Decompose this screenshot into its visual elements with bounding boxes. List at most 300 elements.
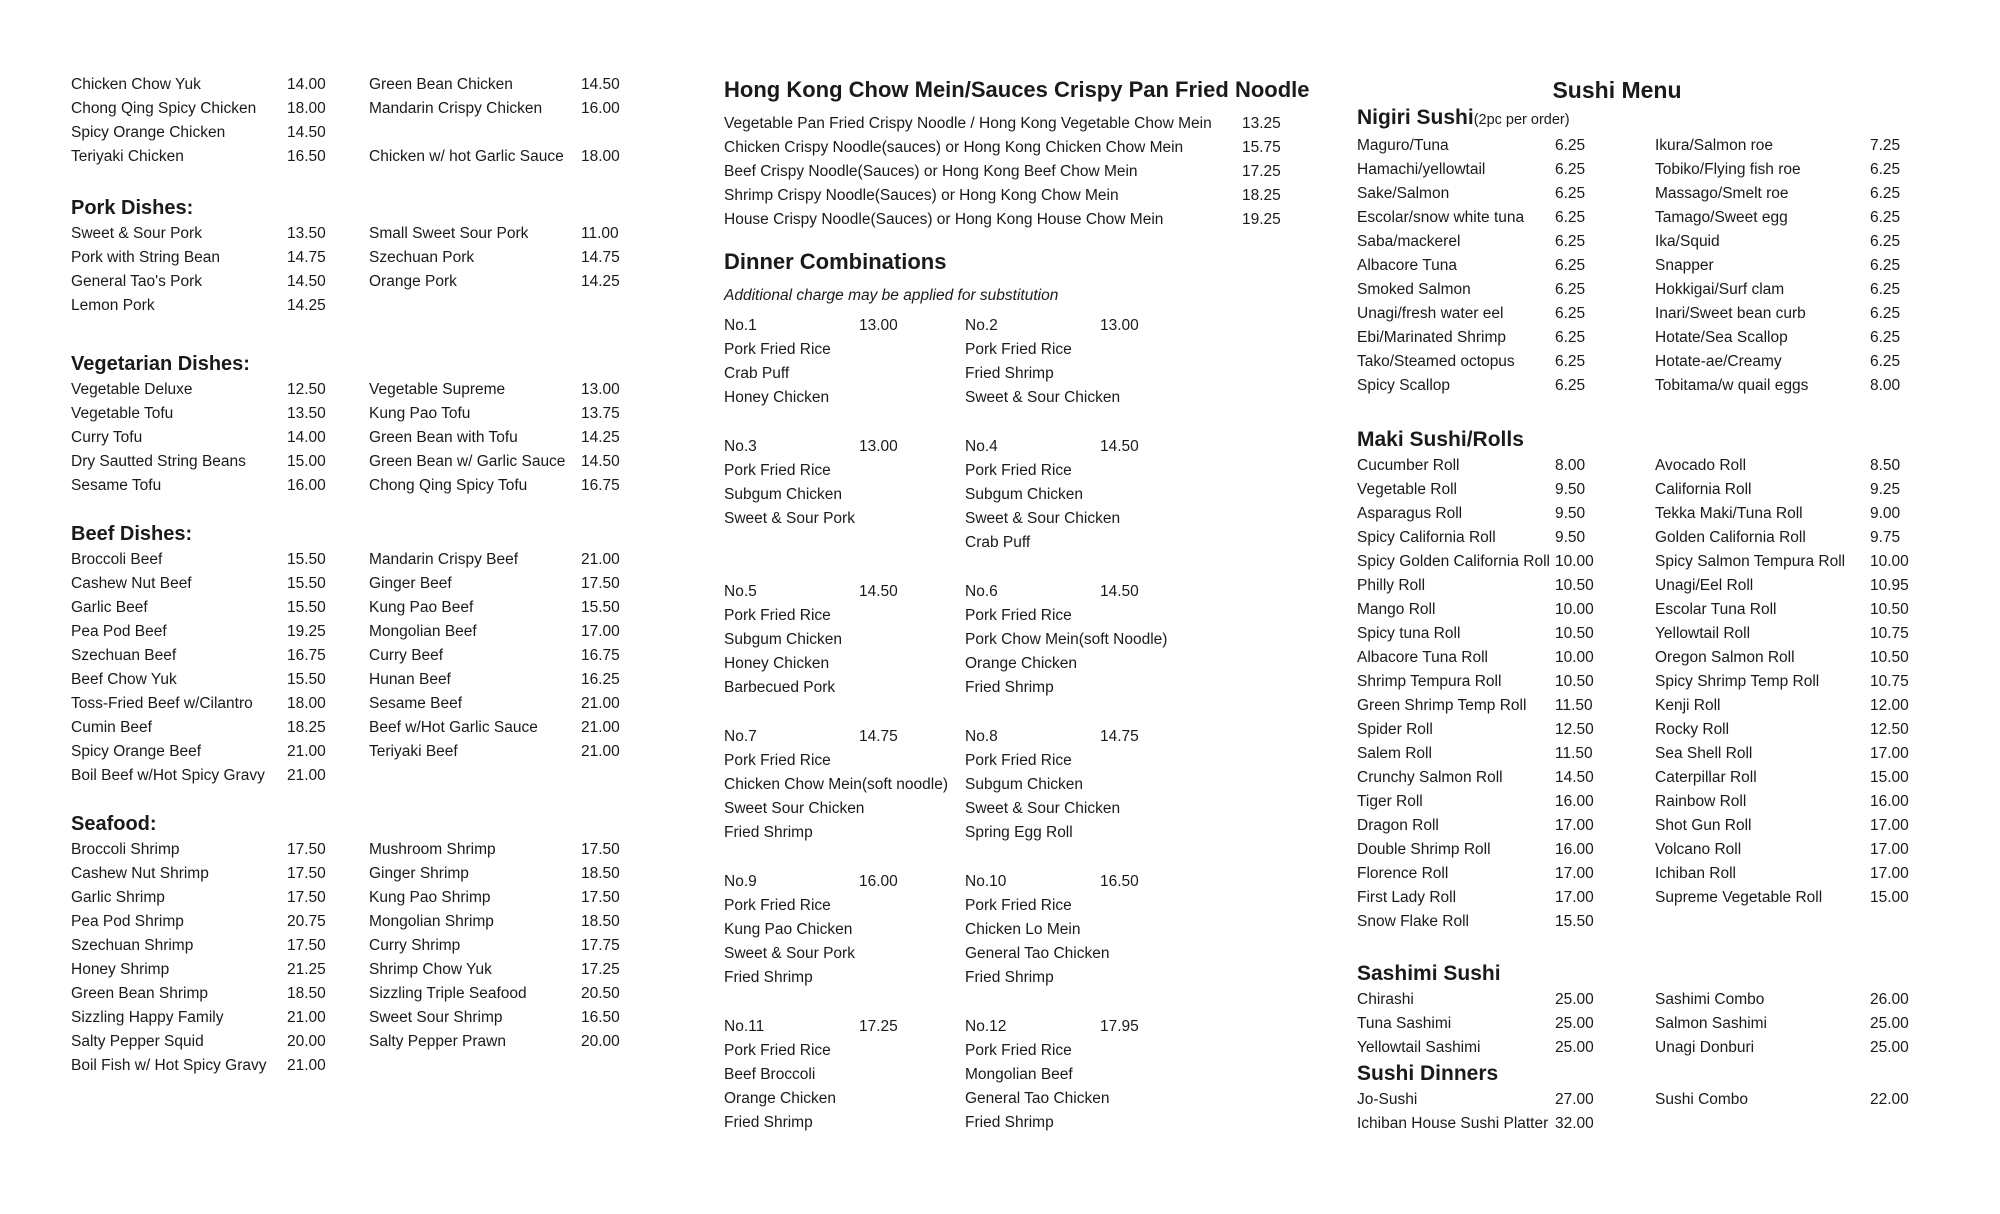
menu-item-price: 9.25 xyxy=(1870,481,1901,498)
menu-item-name: Boil Beef w/Hot Spicy Gravy xyxy=(71,767,265,784)
menu-item-price: 6.25 xyxy=(1870,353,1901,370)
menu-item-name: Kenji Roll xyxy=(1655,697,1721,714)
menu-item-name: Cashew Nut Shrimp xyxy=(71,865,209,882)
menu-item-price: 10.00 xyxy=(1870,553,1909,570)
menu-item-name: Spicy tuna Roll xyxy=(1357,625,1461,642)
menu-item-name xyxy=(369,294,581,318)
combo-dish: Barbecued Pork xyxy=(724,679,836,696)
combo-header xyxy=(965,580,1284,604)
menu-item-name: Ikura/Salmon roe xyxy=(1655,137,1774,154)
combo-number: No.8 xyxy=(965,728,998,745)
menu-row xyxy=(71,596,627,620)
menu-item-name: Inari/Sweet bean curb xyxy=(1655,305,1806,322)
menu-item-name: Massago/Smelt roe xyxy=(1655,185,1789,202)
menu-item-price: 9.50 xyxy=(1555,481,1586,498)
menu-item-price: 17.50 xyxy=(287,937,326,954)
menu-item-price: 14.50 xyxy=(581,76,620,93)
menu-item-price: 6.25 xyxy=(1870,209,1901,226)
menu-row xyxy=(1357,302,1920,326)
menu-row xyxy=(71,838,627,862)
menu-item-name: Rainbow Roll xyxy=(1655,793,1747,810)
menu-item-name: Kung Pao Beef xyxy=(369,599,474,616)
menu-item-name: Sesame Beef xyxy=(369,695,463,712)
noodle-item-name: Vegetable Pan Fried Crispy Noodle / Hong Kong Vegetable Chow Mein xyxy=(724,115,1212,132)
menu-item-name: Green Bean with Tofu xyxy=(369,429,518,446)
noodle-item-price: 18.25 xyxy=(1242,187,1281,204)
menu-row xyxy=(71,572,627,596)
combo-price: 17.25 xyxy=(859,1018,898,1035)
menu-item-name: Tekka Maki/Tuna Roll xyxy=(1655,505,1803,522)
menu-item-price: 25.00 xyxy=(1555,1015,1594,1032)
menu-item-name: Shrimp Tempura Roll xyxy=(1357,673,1502,690)
noodle-item-name: Chicken Crispy Noodle(sauces) or Hong Kong Chicken Chow Mein xyxy=(724,139,1184,156)
menu-item-name: Honey Shrimp xyxy=(71,961,170,978)
menu-item-price: 20.75 xyxy=(287,913,326,930)
menu-item-name: Mongolian Beef xyxy=(369,623,477,640)
menu-item-price: 18.25 xyxy=(287,719,326,736)
sashimi-section-title: Sashimi Sushi xyxy=(1357,962,1501,985)
menu-item-name: Saba/mackerel xyxy=(1357,233,1461,250)
combo-dish: Pork Fried Rice xyxy=(724,607,831,624)
menu-item-name: First Lady Roll xyxy=(1357,889,1457,906)
menu-item-price xyxy=(581,294,627,318)
combo-header xyxy=(724,1015,965,1039)
menu-item-price: 20.00 xyxy=(287,1033,326,1050)
combo-dish: Beef Broccoli xyxy=(724,1066,816,1083)
menu-item-price: 17.50 xyxy=(581,889,620,906)
menu-item-price: 10.95 xyxy=(1870,577,1909,594)
menu-item-price: 17.00 xyxy=(1555,865,1594,882)
menu-item-name: Ichiban House Sushi Platter xyxy=(1357,1115,1549,1132)
menu-item-price: 17.00 xyxy=(1870,865,1909,882)
combo-number: No.7 xyxy=(724,728,757,745)
combo-cell xyxy=(965,435,1284,555)
menu-row xyxy=(1357,326,1920,350)
menu-item-name: Spicy Scallop xyxy=(1357,377,1451,394)
noodle-item-price: 13.25 xyxy=(1242,115,1281,132)
menu-row xyxy=(1357,910,1920,934)
menu-item-price: 9.50 xyxy=(1555,529,1586,546)
combo-dish: Pork Fried Rice xyxy=(724,462,831,479)
menu-row xyxy=(1357,478,1920,502)
menu-item-price xyxy=(1870,1112,1920,1136)
menu-item-name: Tuna Sashimi xyxy=(1357,1015,1452,1032)
combo-dish: Fried Shrimp xyxy=(965,365,1054,382)
sashimi-list xyxy=(1357,988,1920,1060)
menu-row xyxy=(1357,230,1920,254)
combo-cell xyxy=(724,1015,965,1135)
menu-row xyxy=(1357,158,1920,182)
combo-cell xyxy=(965,1015,1284,1135)
menu-item-price: 16.00 xyxy=(1555,841,1594,858)
menu-item-price: 10.00 xyxy=(1555,601,1594,618)
menu-row xyxy=(71,668,627,692)
menu-row xyxy=(71,982,627,1006)
nigiri-portion-note: (2pc per order) xyxy=(1473,112,1570,128)
menu-item-price: 18.50 xyxy=(287,985,326,1002)
noodle-item-name: Shrimp Crispy Noodle(Sauces) or Hong Kong Chow Mein xyxy=(724,187,1119,204)
menu-row xyxy=(71,910,627,934)
menu-item-name: Mongolian Shrimp xyxy=(369,913,494,930)
menu-row xyxy=(1357,1088,1920,1112)
menu-row xyxy=(1357,694,1920,718)
menu-item-price: 15.50 xyxy=(287,599,326,616)
combo-dish: Pork Fried Rice xyxy=(965,1042,1072,1059)
menu-item-price: 14.75 xyxy=(581,249,620,266)
menu-row xyxy=(1357,838,1920,862)
menu-row xyxy=(71,740,627,764)
menu-item-price: 15.50 xyxy=(1555,913,1594,930)
combo-number: No.10 xyxy=(965,873,1007,890)
menu-item-name: Curry Beef xyxy=(369,647,444,664)
menu-item-price: 6.25 xyxy=(1870,161,1901,178)
menu-row xyxy=(71,692,627,716)
menu-item-name: Golden California Roll xyxy=(1655,529,1806,546)
menu-item-name: Szechuan Pork xyxy=(369,249,475,266)
menu-item-price: 6.25 xyxy=(1555,137,1586,154)
menu-item-name: Chirashi xyxy=(1357,991,1414,1008)
menu-item-name: Orange Pork xyxy=(369,273,457,290)
menu-item-name: Ginger Shrimp xyxy=(369,865,469,882)
menu-item-price xyxy=(581,121,627,145)
menu-item-price: 16.00 xyxy=(1870,793,1909,810)
menu-row xyxy=(71,145,627,169)
sushi-dinners-list xyxy=(1357,1088,1920,1136)
menu-item-price: 17.00 xyxy=(1870,745,1909,762)
combo-dish: Fried Shrimp xyxy=(965,1114,1054,1131)
menu-item-name: Yellowtail Roll xyxy=(1655,625,1751,642)
menu-item-price: 15.00 xyxy=(287,453,326,470)
menu-item-name: General Tao's Pork xyxy=(71,273,203,290)
menu-row xyxy=(1357,1036,1920,1060)
combo-header xyxy=(724,725,965,749)
menu-item-price: 6.25 xyxy=(1870,281,1901,298)
menu-item-name: Oregon Salmon Roll xyxy=(1655,649,1795,666)
menu-row xyxy=(71,958,627,982)
menu-item-price: 14.25 xyxy=(581,429,620,446)
dinner-combinations-title: Dinner Combinations xyxy=(724,249,947,274)
noodle-section-title: Hong Kong Chow Mein/Sauces Crispy Pan Fried Noodle xyxy=(724,77,1310,102)
menu-item-name: Sea Shell Roll xyxy=(1655,745,1753,762)
menu-item-name: Sesame Tofu xyxy=(71,477,162,494)
menu-item-price: 17.00 xyxy=(1555,817,1594,834)
combo-number: No.2 xyxy=(965,317,998,334)
combo-dish: Pork Fried Rice xyxy=(724,897,831,914)
menu-item-price: 32.00 xyxy=(1555,1115,1594,1132)
menu-item-name: Spicy Shrimp Temp Roll xyxy=(1655,673,1820,690)
menu-row xyxy=(71,934,627,958)
menu-row xyxy=(71,862,627,886)
menu-item-price: 15.50 xyxy=(287,671,326,688)
menu-item-name: Sake/Salmon xyxy=(1357,185,1450,202)
combo-price: 17.95 xyxy=(1100,1018,1139,1035)
menu-item-name: Broccoli Beef xyxy=(71,551,163,568)
menu-item-name: Pea Pod Shrimp xyxy=(71,913,184,930)
menu-item-price: 9.75 xyxy=(1870,529,1901,546)
combo-price: 16.00 xyxy=(859,873,898,890)
menu-row xyxy=(71,450,627,474)
menu-item-name: Shrimp Chow Yuk xyxy=(369,961,492,978)
menu-row xyxy=(1357,886,1920,910)
menu-item-price: 12.50 xyxy=(1870,721,1909,738)
menu-item-name xyxy=(369,1054,581,1078)
menu-row xyxy=(1357,766,1920,790)
menu-item-price: 12.50 xyxy=(1555,721,1594,738)
menu-item-name: Unagi/Eel Roll xyxy=(1655,577,1754,594)
menu-item-price: 15.50 xyxy=(287,575,326,592)
sushi-menu-title: Sushi Menu xyxy=(1552,77,1682,103)
menu-item-name: Ginger Beef xyxy=(369,575,452,592)
combo-dish: Mongolian Beef xyxy=(965,1066,1073,1083)
menu-item-price: 10.50 xyxy=(1870,601,1909,618)
combo-dish: General Tao Chicken xyxy=(965,945,1110,962)
combo-header xyxy=(724,580,965,604)
menu-item-price: 17.50 xyxy=(287,865,326,882)
menu-item-price: 17.00 xyxy=(1555,889,1594,906)
combo-dish: Chicken Lo Mein xyxy=(965,921,1081,938)
menu-item-name: Avocado Roll xyxy=(1655,457,1747,474)
menu-item-price: 13.50 xyxy=(287,405,326,422)
combo-cell xyxy=(965,870,1284,990)
menu-item-price: 20.50 xyxy=(581,985,620,1002)
menu-item-name: Beef Chow Yuk xyxy=(71,671,177,688)
menu-row xyxy=(1357,1112,1920,1136)
menu-item-price: 17.00 xyxy=(1870,841,1909,858)
menu-row xyxy=(1357,374,1920,398)
combo-number: No.6 xyxy=(965,583,998,600)
combo-dish: Pork Fried Rice xyxy=(724,341,831,358)
menu-row xyxy=(71,378,627,402)
combo-dish: Pork Fried Rice xyxy=(965,752,1072,769)
combo-header xyxy=(965,1015,1284,1039)
menu-row xyxy=(71,270,627,294)
menu-item-name: Salem Roll xyxy=(1357,745,1432,762)
menu-row xyxy=(71,1006,627,1030)
combo-dish: Pork Chow Mein(soft Noodle) xyxy=(965,631,1168,648)
combo-dish: Sweet Sour Chicken xyxy=(724,800,865,817)
menu-item-price: 10.50 xyxy=(1555,577,1594,594)
combo-number: No.4 xyxy=(965,438,998,455)
combo-dish: General Tao Chicken xyxy=(965,1090,1110,1107)
combo-dish: Subgum Chicken xyxy=(724,486,843,503)
menu-item-name: Smoked Salmon xyxy=(1357,281,1471,298)
combo-dish: Crab Puff xyxy=(965,534,1031,551)
combo-price: 13.00 xyxy=(859,317,898,334)
menu-item-price: 14.50 xyxy=(287,124,326,141)
menu-item-name: Snapper xyxy=(1655,257,1714,274)
menu-item-price: 6.25 xyxy=(1870,329,1901,346)
menu-item-name: Chicken w/ hot Garlic Sauce xyxy=(369,148,564,165)
menu-item-price: 6.25 xyxy=(1555,305,1586,322)
combo-price: 13.00 xyxy=(859,438,898,455)
menu-row xyxy=(1357,646,1920,670)
combo-price: 16.50 xyxy=(1100,873,1139,890)
menu-item-price: 10.00 xyxy=(1555,649,1594,666)
combo-price: 14.75 xyxy=(1100,728,1139,745)
menu-item-name: Salty Pepper Prawn xyxy=(369,1033,506,1050)
menu-item-price xyxy=(581,1054,627,1078)
menu-row xyxy=(71,97,627,121)
menu-item-name: Curry Tofu xyxy=(71,429,143,446)
menu-item-price: 15.50 xyxy=(581,599,620,616)
combo-number: No.3 xyxy=(724,438,757,455)
menu-item-name: Vegetable Supreme xyxy=(369,381,506,398)
menu-row xyxy=(1357,718,1920,742)
menu-row xyxy=(1357,350,1920,374)
menu-item-name: Caterpillar Roll xyxy=(1655,769,1757,786)
noodle-row xyxy=(724,112,1284,136)
combo-cell xyxy=(965,725,1284,845)
menu-item-price: 14.50 xyxy=(1555,769,1594,786)
menu-item-price: 11.50 xyxy=(1555,697,1593,714)
menu-row xyxy=(71,474,627,498)
combo-dish: Fried Shrimp xyxy=(724,969,813,986)
menu-item-name: Hotate-ae/Creamy xyxy=(1655,353,1782,370)
menu-item-name: Mushroom Shrimp xyxy=(369,841,496,858)
menu-item-name: Kung Pao Shrimp xyxy=(369,889,491,906)
menu-row xyxy=(1357,254,1920,278)
menu-item-price: 17.50 xyxy=(287,889,326,906)
menu-item-price: 17.50 xyxy=(581,841,620,858)
menu-item-name: Yellowtail Sashimi xyxy=(1357,1039,1481,1056)
menu-item-name: Boil Fish w/ Hot Spicy Gravy xyxy=(71,1057,267,1074)
noodle-row xyxy=(724,208,1284,232)
combo-dish: Pork Fried Rice xyxy=(724,1042,831,1059)
menu-item-price: 21.00 xyxy=(287,743,326,760)
combo-dish: Fried Shrimp xyxy=(724,1114,813,1131)
menu-item-name: Tiger Roll xyxy=(1357,793,1423,810)
menu-row xyxy=(1357,622,1920,646)
combo-dish: Subgum Chicken xyxy=(724,631,843,648)
menu-item-price: 6.25 xyxy=(1870,257,1901,274)
menu-row xyxy=(71,548,627,572)
menu-item-name: Sizzling Triple Seafood xyxy=(369,985,527,1002)
menu-item-price: 21.00 xyxy=(581,551,620,568)
menu-item-name: Hunan Beef xyxy=(369,671,451,688)
menu-row xyxy=(71,222,627,246)
menu-row xyxy=(1357,988,1920,1012)
menu-item-name: Sweet Sour Shrimp xyxy=(369,1009,503,1026)
menu-item-name: Green Bean Shrimp xyxy=(71,985,208,1002)
menu-item-price: 6.25 xyxy=(1870,305,1901,322)
section-title: Beef Dishes: xyxy=(71,523,193,545)
menu-row xyxy=(1357,742,1920,766)
combo-header xyxy=(724,314,965,338)
combo-header xyxy=(724,435,965,459)
menu-item-price: 6.25 xyxy=(1555,257,1586,274)
menu-item-name: Green Bean Chicken xyxy=(369,76,513,93)
menu-row xyxy=(71,246,627,270)
menu-item-price: 6.25 xyxy=(1870,185,1901,202)
combo-dish: Sweet & Sour Chicken xyxy=(965,800,1121,817)
combo-dish: Pork Fried Rice xyxy=(965,897,1072,914)
menu-item-name: Spicy Orange Chicken xyxy=(71,124,226,141)
combo-header xyxy=(724,870,965,894)
menu-item-price: 10.00 xyxy=(1555,553,1594,570)
menu-item-price: 6.25 xyxy=(1555,353,1586,370)
menu-item-price: 20.00 xyxy=(581,1033,620,1050)
menu-item-name: Broccoli Shrimp xyxy=(71,841,180,858)
combo-number: No.9 xyxy=(724,873,757,890)
combo-cell xyxy=(965,314,1284,410)
menu-item-name: Kung Pao Tofu xyxy=(369,405,471,422)
menu-row xyxy=(1357,862,1920,886)
menu-item-name: Vegetable Deluxe xyxy=(71,381,193,398)
menu-item-name: Tako/Steamed octopus xyxy=(1357,353,1515,370)
menu-item-price: 16.00 xyxy=(1555,793,1594,810)
menu-item-price: 10.50 xyxy=(1870,649,1909,666)
menu-item-price: 14.50 xyxy=(287,273,326,290)
menu-item-price: 17.50 xyxy=(581,575,620,592)
menu-item-price: 27.00 xyxy=(1555,1091,1594,1108)
menu-item-price xyxy=(581,764,627,788)
combo-dish: Honey Chicken xyxy=(724,389,830,406)
menu-item-price: 18.00 xyxy=(287,100,326,117)
menu-row xyxy=(1357,790,1920,814)
menu-item-price: 8.00 xyxy=(1870,377,1901,394)
menu-item-price: 6.25 xyxy=(1555,329,1586,346)
menu-item-price: 8.50 xyxy=(1870,457,1901,474)
combo-grid xyxy=(724,314,1284,1135)
menu-item-price: 21.00 xyxy=(581,719,620,736)
menu-item-price: 12.00 xyxy=(1870,697,1909,714)
combo-dish: Kung Pao Chicken xyxy=(724,921,853,938)
noodles-and-combos-column xyxy=(724,76,1310,1135)
nigiri-list xyxy=(1357,134,1920,398)
menu-row xyxy=(1357,670,1920,694)
menu-item-name: Escolar/snow white tuna xyxy=(1357,209,1525,226)
menu-row xyxy=(1357,182,1920,206)
menu-item-price: 9.50 xyxy=(1555,505,1586,522)
combo-dish: Fried Shrimp xyxy=(965,679,1054,696)
menu-item-name: Spicy Golden California Roll xyxy=(1357,553,1550,570)
menu-item-price: 17.00 xyxy=(1870,817,1909,834)
combo-dish: Crab Puff xyxy=(724,365,790,382)
menu-row xyxy=(71,620,627,644)
menu-item-name: Shot Gun Roll xyxy=(1655,817,1752,834)
menu-item-name: Vegetable Roll xyxy=(1357,481,1457,498)
menu-item-price: 6.25 xyxy=(1870,233,1901,250)
menu-item-name: Albacore Tuna Roll xyxy=(1357,649,1488,666)
menu-item-name: Beef w/Hot Garlic Sauce xyxy=(369,719,538,736)
menu-item-name: Garlic Shrimp xyxy=(71,889,165,906)
combo-number: No.11 xyxy=(724,1018,765,1035)
combo-number: No.12 xyxy=(965,1018,1007,1035)
menu-item-name: Hamachi/yellowtail xyxy=(1357,161,1486,178)
menu-item-name: Unagi Donburi xyxy=(1655,1039,1755,1056)
menu-item-price: 7.25 xyxy=(1870,137,1901,154)
section-title: Seafood: xyxy=(71,813,157,835)
menu-item-name: Tobiko/Flying fish roe xyxy=(1655,161,1801,178)
menu-item-name: Green Bean w/ Garlic Sauce xyxy=(369,453,566,470)
noodle-item-price: 15.75 xyxy=(1242,139,1281,156)
menu-item-price: 10.75 xyxy=(1870,673,1909,690)
menu-item-price: 16.75 xyxy=(581,477,620,494)
menu-item-price: 25.00 xyxy=(1870,1015,1909,1032)
menu-item-price: 10.50 xyxy=(1555,625,1594,642)
menu-item-name: Ichiban Roll xyxy=(1655,865,1736,882)
menu-item-name: Dry Sautted String Beans xyxy=(71,453,246,470)
menu-item-name xyxy=(369,764,581,788)
menu-item-name: Rocky Roll xyxy=(1655,721,1730,738)
menu-item-price: 15.00 xyxy=(1870,889,1909,906)
menu-item-price: 22.00 xyxy=(1870,1091,1909,1108)
menu-item-price: 16.75 xyxy=(581,647,620,664)
menu-item-price: 18.00 xyxy=(581,148,620,165)
menu-item-price: 15.50 xyxy=(287,551,326,568)
combo-dish: Subgum Chicken xyxy=(965,776,1084,793)
menu-item-price: 6.25 xyxy=(1555,377,1586,394)
